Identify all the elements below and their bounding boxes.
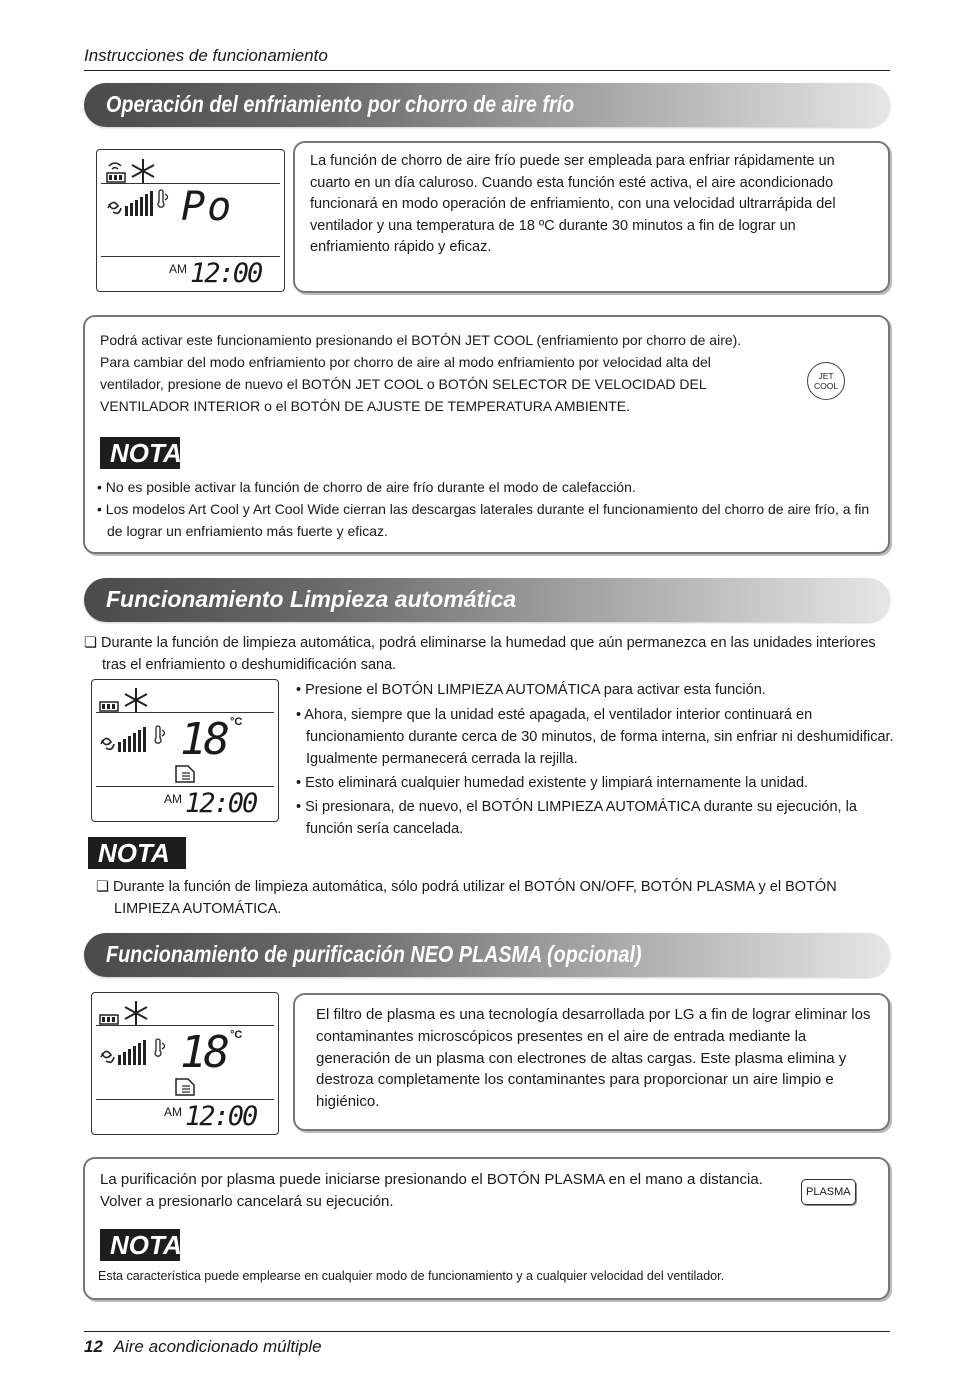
section-title: Funcionamiento Limpieza automática — [106, 586, 517, 612]
signal-battery-snowflake-icon — [105, 156, 159, 186]
fan-speed-icon — [105, 188, 175, 224]
clock-display: 12:00 — [185, 1101, 257, 1132]
auto-clean-bullet: • Presione el BOTÓN LIMPIEZA AUTOMÁTICA para activar esta función. — [296, 682, 766, 698]
auto-clean-bullet: • Si presionara, de nuevo, el BOTÓN LIMPIEZA AUTOMÁTICA durante su ejecución, la función sería cancelada. — [296, 799, 857, 837]
am-indicator: AM — [169, 262, 187, 276]
fan-speed-icon — [98, 1037, 178, 1073]
battery-snowflake-icon — [98, 998, 154, 1028]
battery-snowflake-icon — [98, 685, 154, 715]
clock-display: 12:00 — [190, 258, 262, 289]
jet-cool-intro-box — [293, 141, 890, 293]
nota-label: NOTA — [100, 437, 180, 469]
jet-cool-button-label-line1: JET — [818, 371, 834, 381]
note-item: • No es posible activar la función de chorro de aire frío durante el modo de calefacción. — [97, 479, 636, 495]
jet-cool-activation-text: Podrá activar este funcionamiento presionando el BOTÓN JET COOL (enfriamiento por chorro de aire). Para cambiar del modo enfriamiento por chorro de aire al modo enfriamiento por velocidad alta del ventilador, presione de nuevo el BOTÓN JET COOL o BOTÓN SELECTOR DE VELOCIDAD DEL VENTILADOR INTERIOR o el BOTÓN DE AJUSTE DE TEMPERATURA AMBIENTE. — [100, 332, 742, 414]
nota-label: NOTA — [88, 837, 186, 869]
clock-display: 12:00 — [185, 788, 257, 819]
footer-rule — [84, 1331, 890, 1332]
page-number: 12 — [84, 1337, 103, 1356]
note-item: • Los modelos Art Cool y Art Cool Wide cierran las descargas laterales durante el funcionamiento del chorro de aire frío, a fin de lograr un enfriamiento más fuerte y eficaz. — [97, 501, 870, 539]
plasma-activation-text: La purificación por plasma puede iniciarse presionando el BOTÓN PLASMA en el mano a distancia. Volver a presionarlo cancelará su ejecución. — [100, 1171, 763, 1210]
jet-cool-activation-box — [83, 315, 890, 554]
section-banner-jet-cool — [84, 83, 890, 127]
auto-clean-note: ❏ Durante la función de limpieza automática, sólo podrá utilizar el BOTÓN ON/OFF, BOTÓN PLASMA y el BOTÓN LIMPIEZA AUTOMÁTICA. — [96, 879, 837, 917]
plasma-intro-text: El filtro de plasma es una tecnología desarrollada por LG a fin de lograr eliminar los contaminantes microscópicos presentes en el aire de entrada mediante la generación de un plasma con electrones de altas cargas. Este plasma elimina y destroza completamente los contaminantes para proporcionar un aire limpio e higiénico. — [316, 1006, 871, 1111]
am-indicator: AM — [164, 792, 182, 806]
celsius-unit: °C — [230, 1029, 243, 1041]
jet-cool-button-icon — [807, 362, 845, 400]
header-rule — [84, 70, 890, 71]
footer-title: Aire acondicionado múltiple — [113, 1337, 322, 1356]
fan-speed-icon — [98, 724, 178, 760]
plasma-activation-box — [83, 1157, 890, 1300]
section-banner-neo-plasma — [84, 933, 890, 977]
celsius-unit: °C — [230, 716, 243, 728]
section-title: Operación del enfriamiento por chorro de aire frío — [106, 91, 575, 117]
plasma-note: Esta característica puede emplearse en cualquier modo de funcionamiento y a cualquier velocidad del ventilador. — [98, 1269, 725, 1283]
jet-cool-intro-text: La función de chorro de aire frío puede ser empleada para enfriar rápidamente un cuarto en un día caluroso. Cuando esta función esté activa, el aire acondicionado funcionará en modo operación de enfriamiento, con una velocidad ultrarrápida del ventilador y una temperatura de 18 ºC durante 30 minutos a fin de lograr un enfriamiento rápido y eficaz. — [310, 153, 836, 255]
section-banner-auto-clean — [84, 578, 890, 622]
am-indicator: AM — [164, 1105, 182, 1119]
page-footer — [84, 1337, 322, 1357]
jet-cool-button-label-line2: COOL — [813, 381, 839, 391]
lcd-display-auto-clean — [91, 679, 279, 822]
auto-clean-bullet: • Ahora, siempre que la unidad esté apagada, el ventilador interior continuará en funcionamiento durante cerca de 30 minutos, de forma interna, sin enfriar ni deshumidificar. Igualmente permanecerá cerrada la rejilla. — [296, 707, 894, 767]
nota-label: NOTA — [100, 1229, 180, 1261]
temperature-display: 18 — [180, 714, 227, 765]
plasma-intro-box — [293, 993, 890, 1131]
section-title: Funcionamiento de purificación NEO PLASMA (opcional) — [106, 941, 642, 967]
lcd-display-plasma — [91, 992, 279, 1135]
temperature-display: 18 — [180, 1027, 227, 1078]
lcd-display-jet-cool — [96, 149, 285, 292]
plasma-filter-icon — [174, 1077, 198, 1097]
auto-clean-icon — [174, 764, 198, 784]
auto-clean-bullet: • Esto eliminará cualquier humedad existente y limpiará internamente la unidad. — [296, 775, 809, 791]
plasma-button-icon: PLASMA — [801, 1179, 856, 1205]
auto-clean-intro: ❏ Durante la función de limpieza automática, podrá eliminarse la humedad que aún permanezca en las unidades interiores tras el enfriamiento o deshumidificación sana. — [84, 635, 876, 673]
mode-display-text: Po — [181, 184, 234, 230]
running-header: Instrucciones de funcionamiento — [84, 46, 328, 65]
